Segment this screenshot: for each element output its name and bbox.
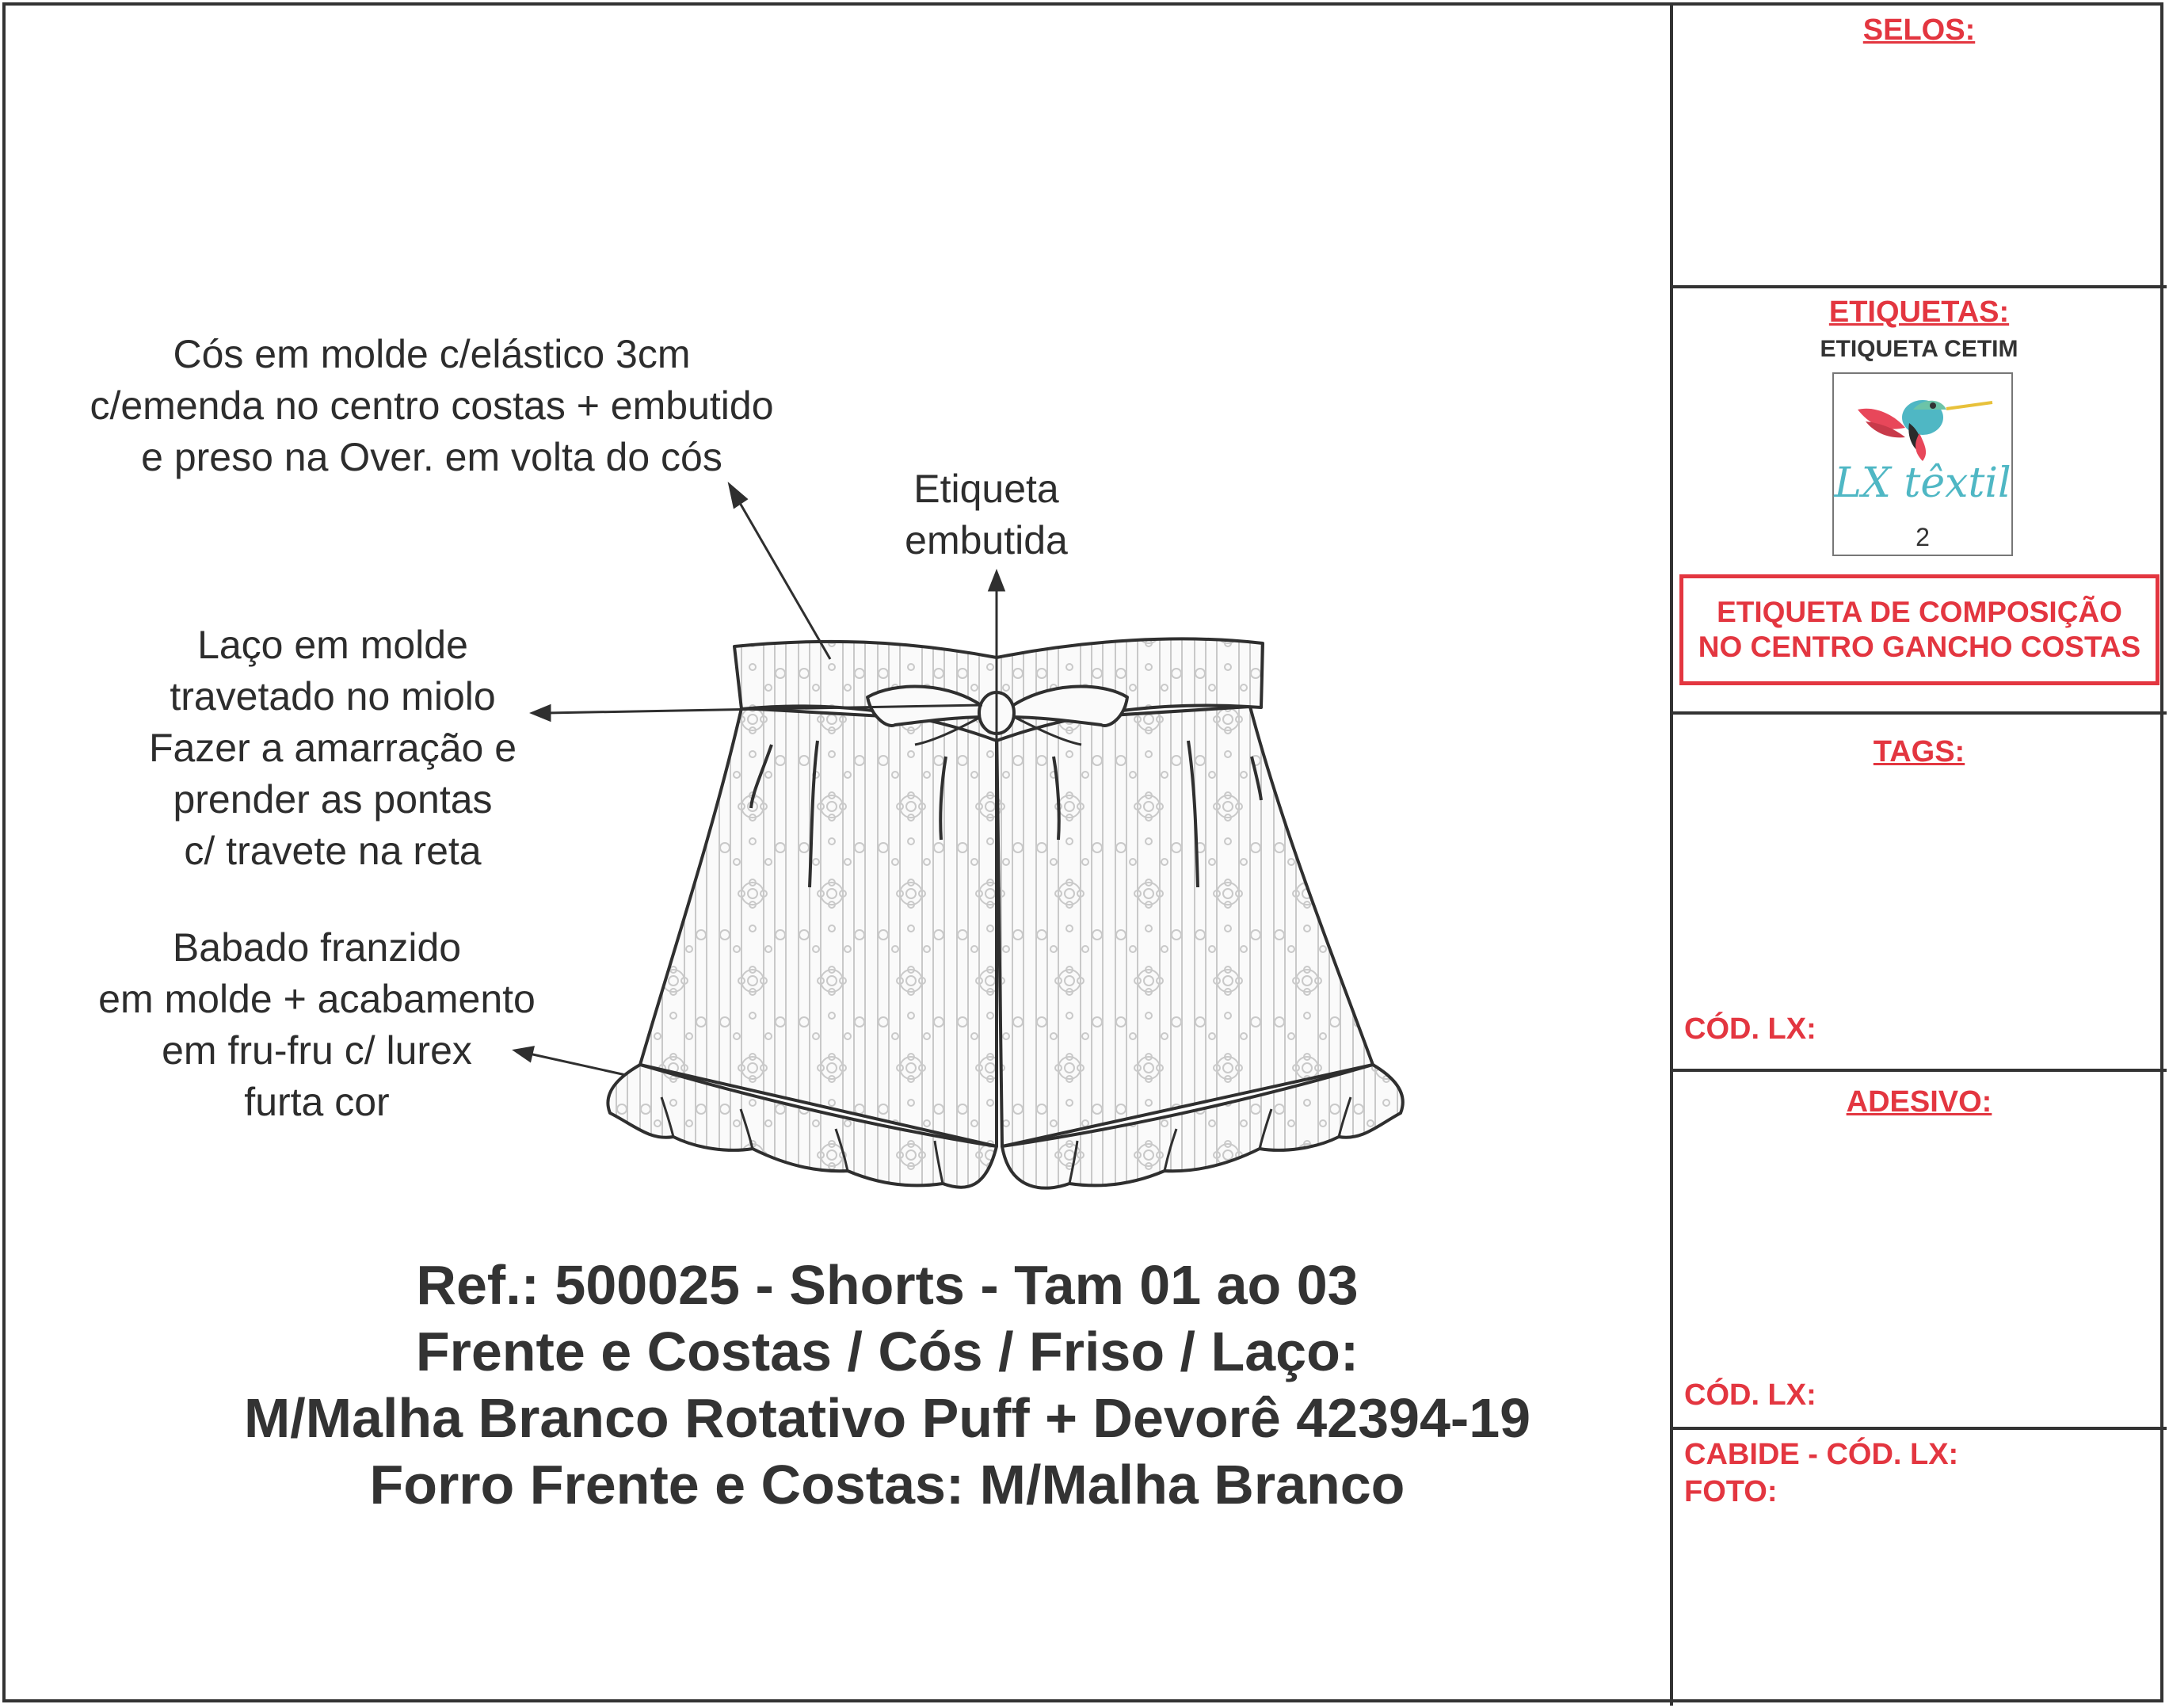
ruffle-note-line: furta cor bbox=[244, 1080, 390, 1124]
adesivo-heading: ADESIVO: bbox=[1846, 1085, 1992, 1119]
etiquetas-heading: ETIQUETAS: bbox=[1828, 295, 2010, 329]
divider-selos bbox=[1672, 285, 2167, 288]
divider-tags bbox=[1672, 1069, 2167, 1072]
waistband-note bbox=[24, 329, 840, 483]
bow-note-line: travetado no miolo bbox=[170, 674, 496, 719]
product-reference: Ref.: 500025 - Shorts - Tam 01 ao 03 bbox=[416, 1254, 1359, 1316]
waistband-note-line: e preso na Over. em volta do cós bbox=[141, 435, 722, 479]
waistband-note-line: Cós em molde c/elástico 3cm bbox=[173, 332, 691, 376]
tags-code-label: CÓD. LX: bbox=[1684, 1012, 1816, 1046]
product-lining: Forro Frente e Costas: M/Malha Branco bbox=[369, 1454, 1405, 1515]
brand-label-logo bbox=[1832, 372, 2013, 556]
shorts-body bbox=[608, 639, 1402, 1188]
bow-note-line: Laço em molde bbox=[197, 623, 468, 667]
bow-note-line: c/ travete na reta bbox=[184, 829, 482, 873]
tags-heading: TAGS: bbox=[1873, 735, 1965, 768]
bow-note-line: Fazer a amarração e bbox=[148, 726, 517, 770]
composition-label-line: NO CENTRO GANCHO COSTAS bbox=[1698, 631, 2141, 663]
selos-heading: SELOS: bbox=[1862, 13, 1976, 47]
composition-label-box bbox=[1679, 574, 2159, 685]
ruffle-note-line: Babado franzido bbox=[172, 925, 462, 970]
label-note bbox=[863, 463, 1109, 566]
divider-etiquetas bbox=[1672, 711, 2167, 715]
waistband-note-line: c/emenda no centro costas + embutido bbox=[90, 383, 774, 428]
photo-label: FOTO: bbox=[1684, 1475, 1778, 1508]
ruffle-note-line: em fru-fru c/ lurex bbox=[162, 1028, 472, 1073]
bow-note bbox=[95, 620, 570, 877]
bow-note-line: prender as pontas bbox=[173, 777, 493, 822]
composition-label-line: ETIQUETA DE COMPOSIÇÃO bbox=[1717, 596, 2122, 628]
product-parts: Frente e Costas / Cós / Friso / Laço: bbox=[415, 1321, 1359, 1382]
product-description bbox=[0, 1252, 1774, 1518]
brand-logo-text: LX têxtil bbox=[1834, 459, 2011, 507]
ruffle-note-line: em molde + acabamento bbox=[98, 977, 536, 1021]
label-note-line: embutida bbox=[905, 518, 1068, 562]
product-fabric: M/Malha Branco Rotativo Puff + Devorê 42394-19 bbox=[243, 1387, 1531, 1449]
adesivo-code-label: CÓD. LX: bbox=[1684, 1378, 1816, 1412]
label-size-number: 2 bbox=[1916, 523, 1930, 551]
etiqueta-cetim-label: ETIQUETA CETIM bbox=[1820, 336, 2018, 362]
label-note-line: Etiqueta bbox=[913, 467, 1059, 511]
cabide-code-label: CABIDE - CÓD. LX: bbox=[1684, 1438, 1959, 1471]
hummingbird-icon bbox=[1834, 374, 2015, 469]
ruffle-note bbox=[48, 922, 586, 1128]
